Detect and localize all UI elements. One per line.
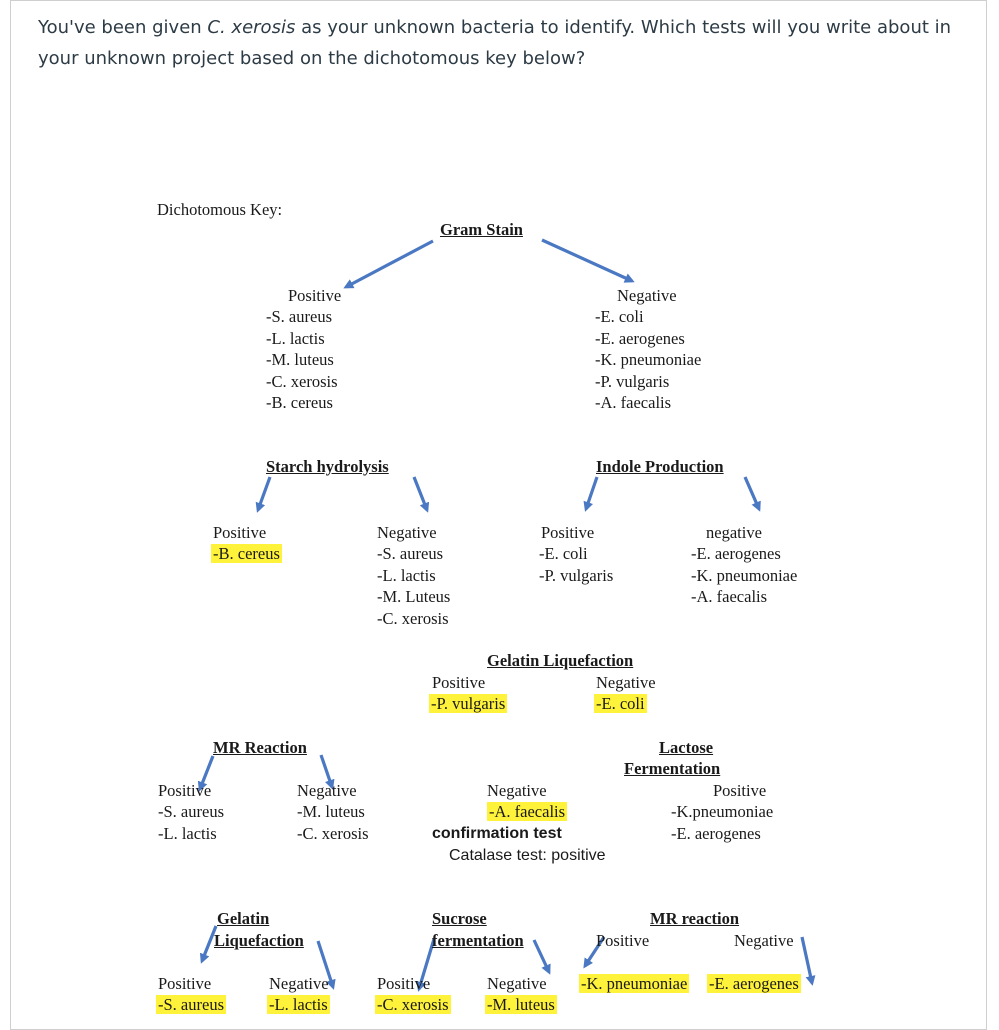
list-item: -K. pneumoniae: [595, 350, 702, 369]
result-highlight: -S. aureus: [158, 995, 224, 1014]
list-item: -K. pneumoniae: [691, 565, 798, 585]
list-item: -E. aerogenes: [595, 328, 685, 348]
mr-pos-positive-label: Positive: [158, 781, 212, 800]
lactose-negative-label: Negative: [487, 781, 547, 800]
key-title: Dichotomous Key:: [157, 200, 283, 219]
gelatin-neg-positive-list: [429, 693, 507, 715]
mr-neg-positive-label: Positive: [596, 931, 650, 950]
list-item: -E. aerogenes: [691, 544, 781, 563]
list-item: -C. xerosis: [297, 823, 369, 843]
list-item: -K.pneumoniae: [671, 802, 774, 821]
list-item: -E. coli: [539, 544, 588, 563]
gelatin-pos-label-line2: Liquefaction: [214, 931, 304, 950]
question-card: [10, 0, 987, 1030]
question-text: [38, 12, 958, 74]
list-item: -A. faecalis: [595, 393, 672, 412]
question-post: as your unknown bacteria to identify. Which tests will you write about in your unknown project based on the dichotomous key below?: [38, 17, 952, 69]
gelatin-neg-label: Gelatin Liquefaction: [487, 651, 634, 670]
list-item: -S. aureus: [158, 802, 224, 821]
gram-positive-list: [266, 306, 338, 414]
starch-positive-list: [211, 543, 282, 565]
list-item: -L. lactis: [158, 823, 217, 843]
list-item: -L. lactis: [377, 565, 436, 585]
question-pre: You've been given: [38, 17, 208, 38]
list-item: -E. coli: [595, 307, 644, 326]
result-highlight: -L. lactis: [269, 995, 328, 1014]
result-highlight: -K. pneumoniae: [581, 974, 688, 993]
list-item: -P. vulgaris: [539, 565, 614, 585]
lactose-label-line2: Fermentation: [624, 759, 721, 778]
list-item: -S. aureus: [377, 544, 443, 563]
starch-positive-label: Positive: [213, 523, 267, 542]
list-item: -E. aerogenes: [671, 823, 761, 843]
list-item: -S. aureus: [266, 307, 332, 326]
result-highlight: -C. xerosis: [377, 995, 449, 1014]
mr-pos-positive-list: [158, 801, 224, 844]
gelatin-pos-label-line1: Gelatin: [217, 909, 270, 928]
gram-stain-label: Gram Stain: [440, 220, 523, 239]
sucrose-positive-list: [375, 994, 451, 1016]
starch-label: Starch hydrolysis: [266, 457, 389, 476]
list-item: -P. vulgaris: [595, 371, 670, 391]
gelatin-neg-positive-label: Positive: [432, 673, 486, 692]
gram-negative-list: [595, 306, 701, 414]
list-item: -B. cereus: [266, 393, 333, 412]
gram-negative-label: Negative: [617, 286, 677, 305]
list-item: -M. luteus: [266, 350, 334, 369]
result-highlight: -A. faecalis: [489, 802, 566, 821]
list-item: -M. Luteus: [377, 587, 451, 606]
result-highlight: -E. coli: [596, 694, 645, 713]
indole-negative-label: negative: [706, 523, 762, 542]
list-item: -C. xerosis: [266, 371, 338, 391]
mr-neg-negative-label: Negative: [734, 931, 794, 950]
gelatin-neg-negative-list: [594, 693, 647, 715]
list-item: -L. lactis: [266, 328, 325, 348]
catalase-test-result: Catalase test: positive: [449, 847, 606, 864]
gelatin-neg-negative-label: Negative: [596, 673, 656, 692]
sucrose-negative-list: [485, 994, 557, 1016]
lactose-positive-label: Positive: [713, 781, 767, 800]
gelatin-pos-negative-list: [267, 994, 330, 1016]
mr-pos-negative-label: Negative: [297, 781, 357, 800]
list-item: -C. xerosis: [377, 608, 449, 628]
result-highlight: -M. luteus: [487, 995, 555, 1014]
mr-neg-positive-list: [579, 973, 689, 995]
starch-negative-list: [377, 543, 450, 629]
gelatin-pos-positive-label: Positive: [158, 974, 212, 993]
gelatin-pos-negative-label: Negative: [269, 974, 329, 993]
list-item: -A. faecalis: [691, 587, 768, 606]
result-highlight: -E. aerogenes: [709, 974, 799, 993]
mr-pos-label: MR Reaction: [213, 738, 307, 757]
indole-negative-list: [691, 543, 797, 608]
indole-positive-label: Positive: [541, 523, 595, 542]
list-item: -M. luteus: [297, 802, 365, 821]
mr-neg-label: MR reaction: [650, 909, 740, 928]
gelatin-pos-positive-list: [156, 994, 226, 1016]
mr-neg-negative-list: [707, 973, 801, 995]
indole-positive-list: [539, 543, 613, 586]
sucrose-positive-label: Positive: [377, 974, 431, 993]
confirmation-test-label: confirmation test: [432, 825, 562, 842]
sucrose-label-line2: fermentation: [432, 931, 524, 950]
question-organism: C. xerosis: [207, 17, 296, 38]
lactose-negative-list: [487, 801, 567, 823]
lactose-label-line1: Lactose: [659, 738, 714, 757]
lactose-positive-list: [671, 801, 773, 844]
sucrose-negative-label: Negative: [487, 974, 547, 993]
mr-pos-negative-list: [297, 801, 369, 844]
sucrose-label-line1: Sucrose: [432, 909, 487, 928]
starch-negative-label: Negative: [377, 523, 437, 542]
gram-positive-label: Positive: [288, 286, 342, 305]
result-highlight: -B. cereus: [213, 544, 280, 563]
result-highlight: -P. vulgaris: [431, 694, 506, 713]
indole-label: Indole Production: [596, 457, 724, 476]
